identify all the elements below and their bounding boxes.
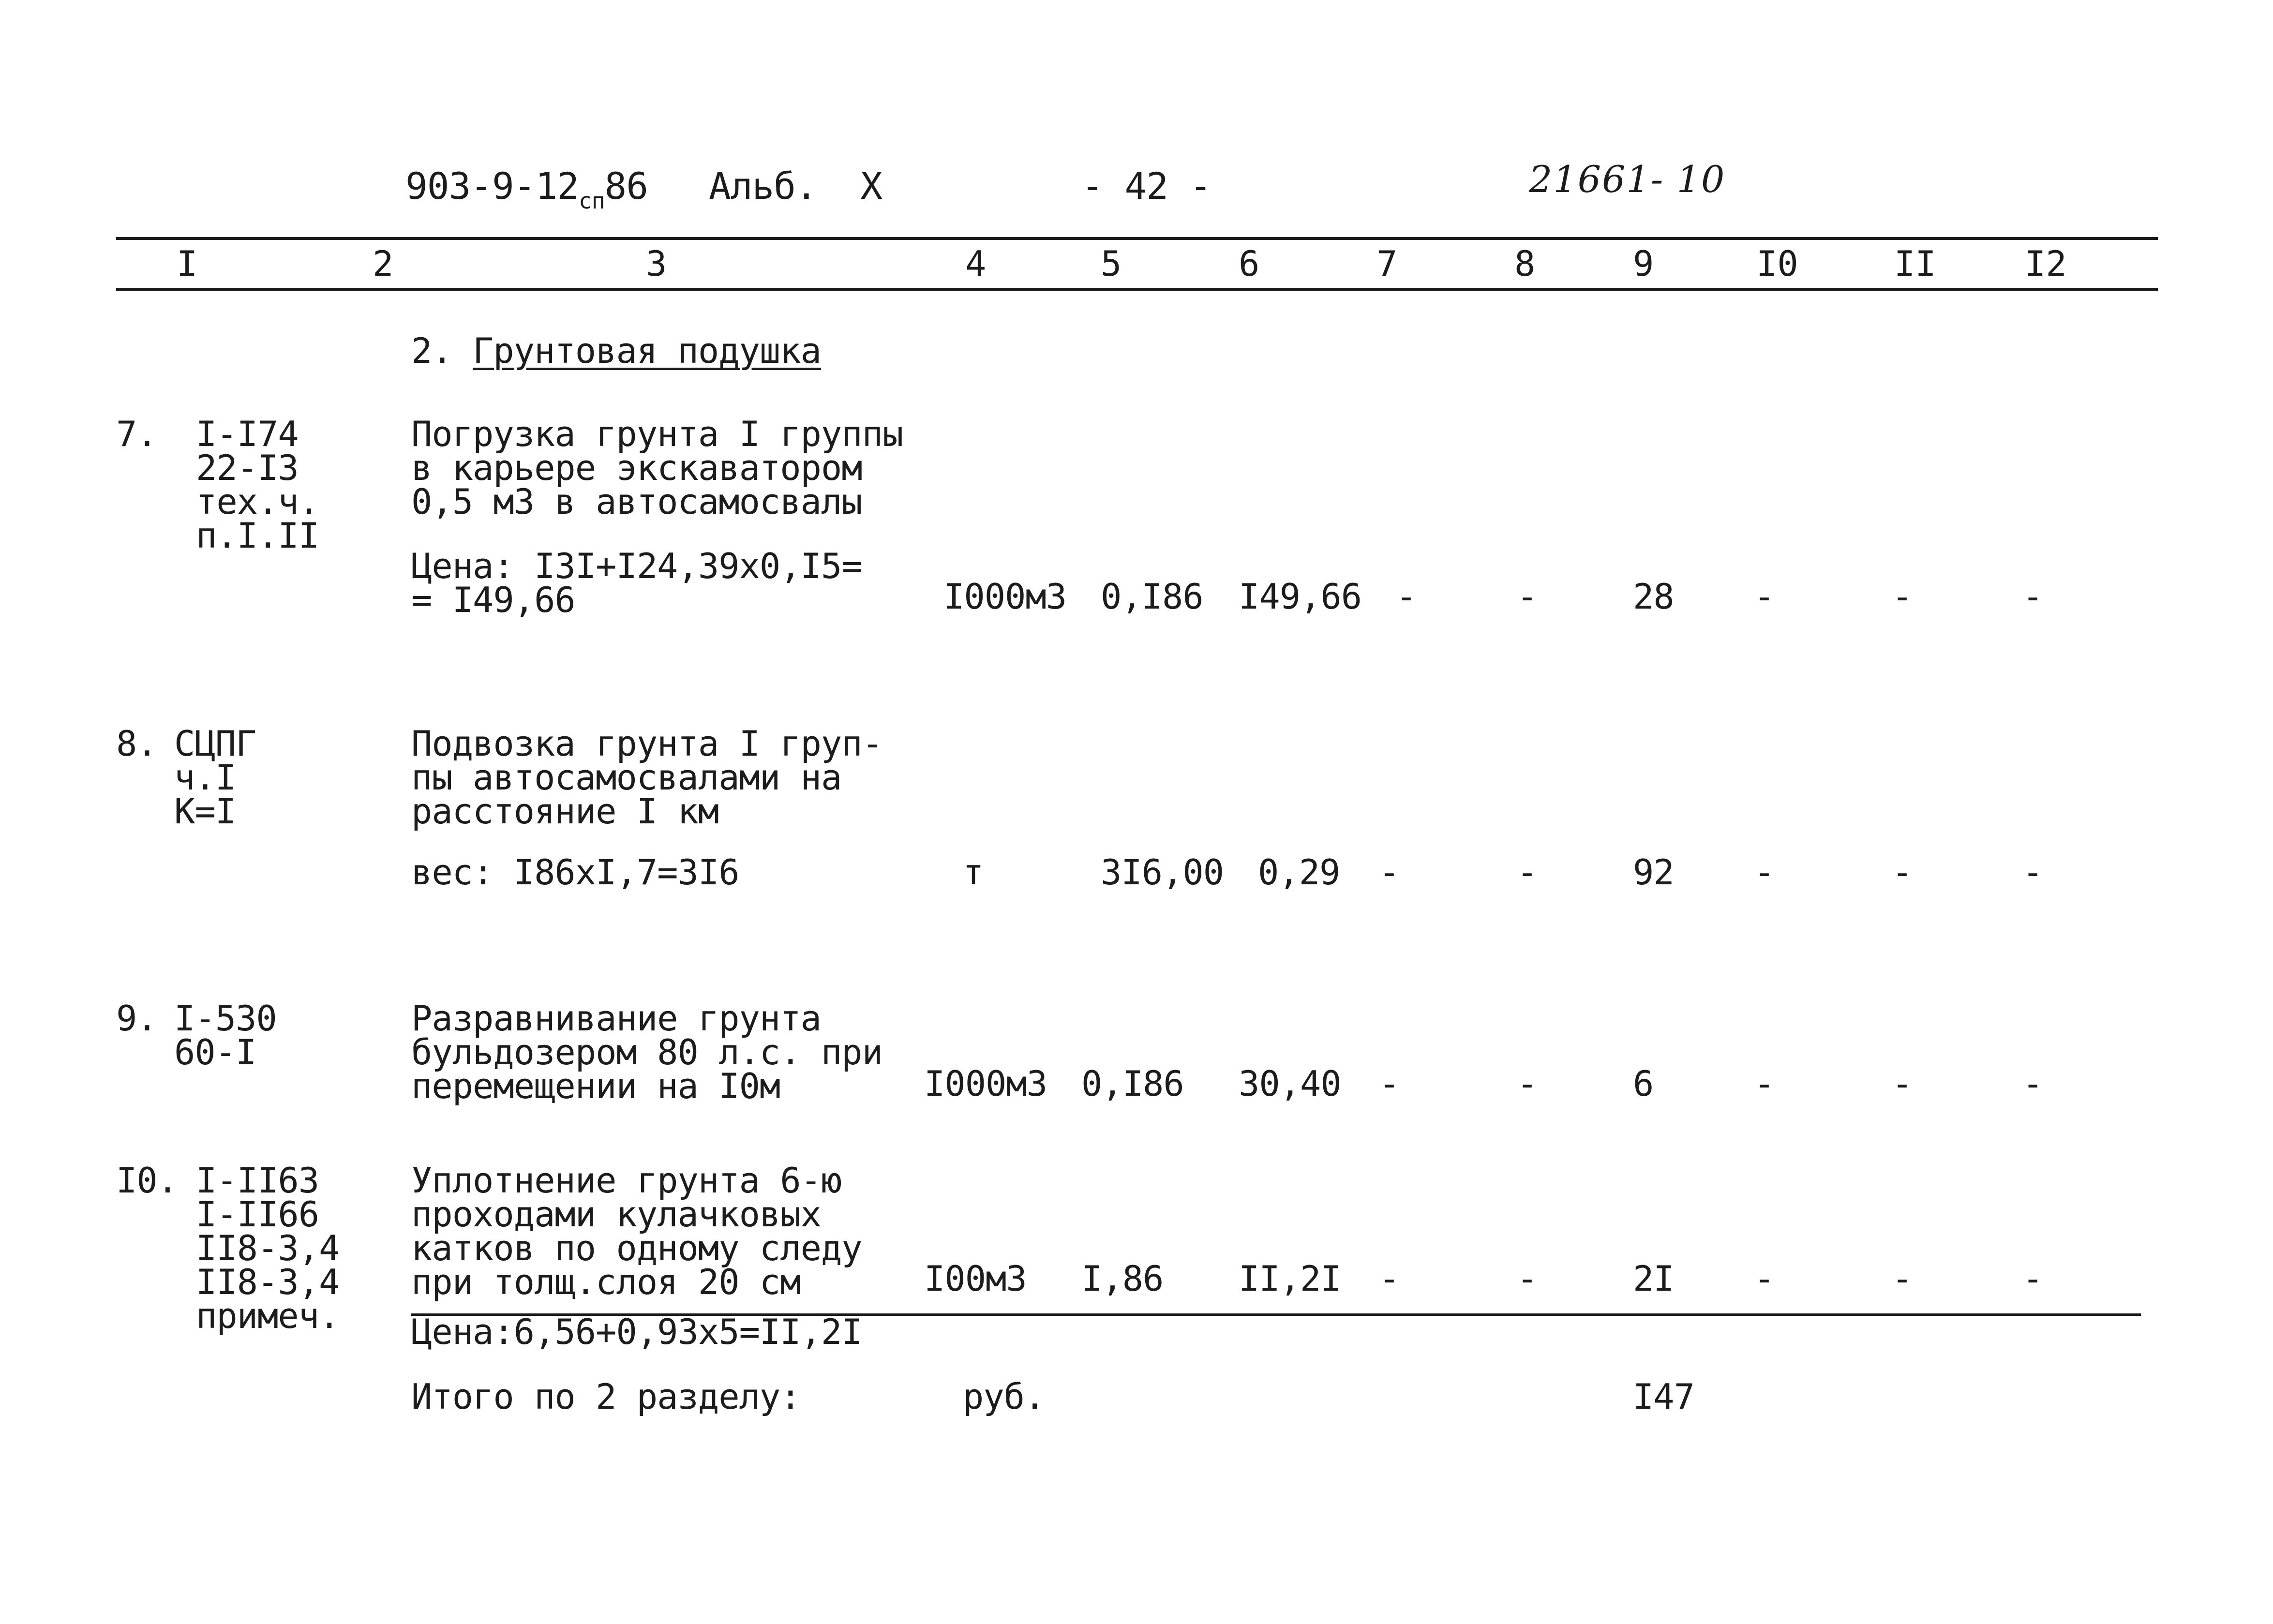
doc-code — [405, 164, 648, 214]
row-8-qty: 3I6,00 — [1101, 852, 1224, 893]
row-7-unit: I000м3 — [943, 576, 1067, 617]
col-2: 2 — [373, 243, 394, 284]
row-10-qty: I,86 — [1081, 1258, 1164, 1299]
page-number: - 42 - — [1081, 164, 1211, 208]
row-7-description: Погрузка грунта I группы в карьере экскаватором 0,5 м3 в автосамосвалы — [411, 414, 903, 522]
section-total-unit: руб. — [963, 1376, 1045, 1417]
row-10-description: Уплотнение грунта 6-ю проходами кулачковых катков по одному следу при толщ.слоя 20 см — [411, 1160, 862, 1302]
doc-code-year: 86 — [604, 164, 648, 208]
handwritten-number: 21661- 10 — [1529, 158, 1726, 201]
row-9-unit: I000м3 — [924, 1063, 1047, 1104]
row-9-c7: - — [1379, 1063, 1400, 1104]
row-7-c11: - — [1892, 576, 1913, 617]
col-9: 9 — [1633, 243, 1654, 284]
row-8-c11: - — [1892, 852, 1913, 893]
doc-code-main: 903-9-12 — [405, 164, 579, 208]
row-9-price: 30,40 — [1239, 1063, 1341, 1104]
row-8-c7: - — [1379, 852, 1400, 893]
row-9-c12: - — [2022, 1063, 2043, 1104]
row-9-ref: I-530 60-I — [174, 998, 277, 1073]
section-title-text: Грунтовая подушка — [473, 330, 821, 371]
row-7-c12: - — [2022, 576, 2043, 617]
doc-code-sub: сп — [579, 188, 605, 214]
row-9-qty: 0,I86 — [1081, 1063, 1184, 1104]
album-label: Альб. X — [709, 164, 882, 208]
row-10-c11: - — [1892, 1258, 1913, 1299]
row-10-price: II,2I — [1239, 1258, 1341, 1299]
row-8-c12: - — [2022, 852, 2043, 893]
row-10-unit: I00м3 — [924, 1258, 1027, 1299]
row-10-price-note: Цена:6,56+0,93x5=II,2I — [411, 1311, 862, 1352]
row-8-number: 8. — [116, 723, 157, 764]
header-top-rule — [116, 237, 2158, 240]
row-9-c9: 6 — [1633, 1063, 1654, 1104]
row-10-c9: 2I — [1633, 1258, 1674, 1299]
row-7-c7: - — [1396, 576, 1417, 617]
row-10-c12: - — [2022, 1258, 2043, 1299]
col-8: 8 — [1514, 243, 1536, 284]
row-10-number: I0. — [116, 1160, 178, 1201]
section-total-label: Итого по 2 разделу: — [411, 1376, 801, 1417]
col-3: 3 — [646, 243, 667, 284]
col-10: I0 — [1756, 243, 1798, 284]
row-10-c7: - — [1379, 1258, 1400, 1299]
row-8-weight-note: вес: I86xI,7=3I6 — [411, 852, 739, 893]
row-7-c8: - — [1517, 576, 1538, 617]
row-8-description: Подвозка грунта I груп- пы автосамосвалами на расстояние I км — [411, 723, 882, 832]
col-7: 7 — [1376, 243, 1398, 284]
row-9-number: 9. — [116, 998, 157, 1039]
row-8-ref: СЦПГ ч.I К=I — [174, 723, 256, 832]
section-total-value: I47 — [1633, 1376, 1695, 1417]
row-8-c8: - — [1517, 852, 1538, 893]
row-7-qty: 0,I86 — [1101, 576, 1203, 617]
row-8-price: 0,29 — [1258, 852, 1340, 893]
col-12: I2 — [2025, 243, 2067, 284]
col-11: II — [1894, 243, 1936, 284]
row-8-c10: - — [1754, 852, 1775, 893]
section-title-number: 2. — [411, 330, 473, 371]
row-7-number: 7. — [116, 414, 157, 454]
row-7-c9: 28 — [1633, 576, 1674, 617]
row-7-c10: - — [1754, 576, 1775, 617]
row-9-c11: - — [1892, 1063, 1913, 1104]
row-9-c8: - — [1517, 1063, 1538, 1104]
col-1: I — [177, 243, 198, 284]
row-10-ref: I-II63 I-II66 II8-3,4 II8-3,4 примеч. — [196, 1160, 340, 1336]
row-7-ref: I-I74 22-I3 тех.ч. п.I.II — [196, 414, 319, 556]
row-10-c10: - — [1754, 1258, 1775, 1299]
col-6: 6 — [1239, 243, 1260, 284]
row-9-description: Разравнивание грунта бульдозером 80 л.с. при перемещении на I0м — [411, 998, 882, 1106]
row-7-price-note: Цена: I3I+I24,39x0,I5= = I49,66 — [411, 546, 862, 620]
header-bottom-rule — [116, 288, 2158, 291]
row-9-c10: - — [1754, 1063, 1775, 1104]
row-8-c9: 92 — [1633, 852, 1674, 893]
row-10-c8: - — [1517, 1258, 1538, 1299]
row-8-unit: т — [963, 852, 984, 893]
col-4: 4 — [965, 243, 987, 284]
col-5: 5 — [1101, 243, 1122, 284]
section-title — [411, 330, 821, 371]
row-7-price: I49,66 — [1239, 576, 1362, 617]
